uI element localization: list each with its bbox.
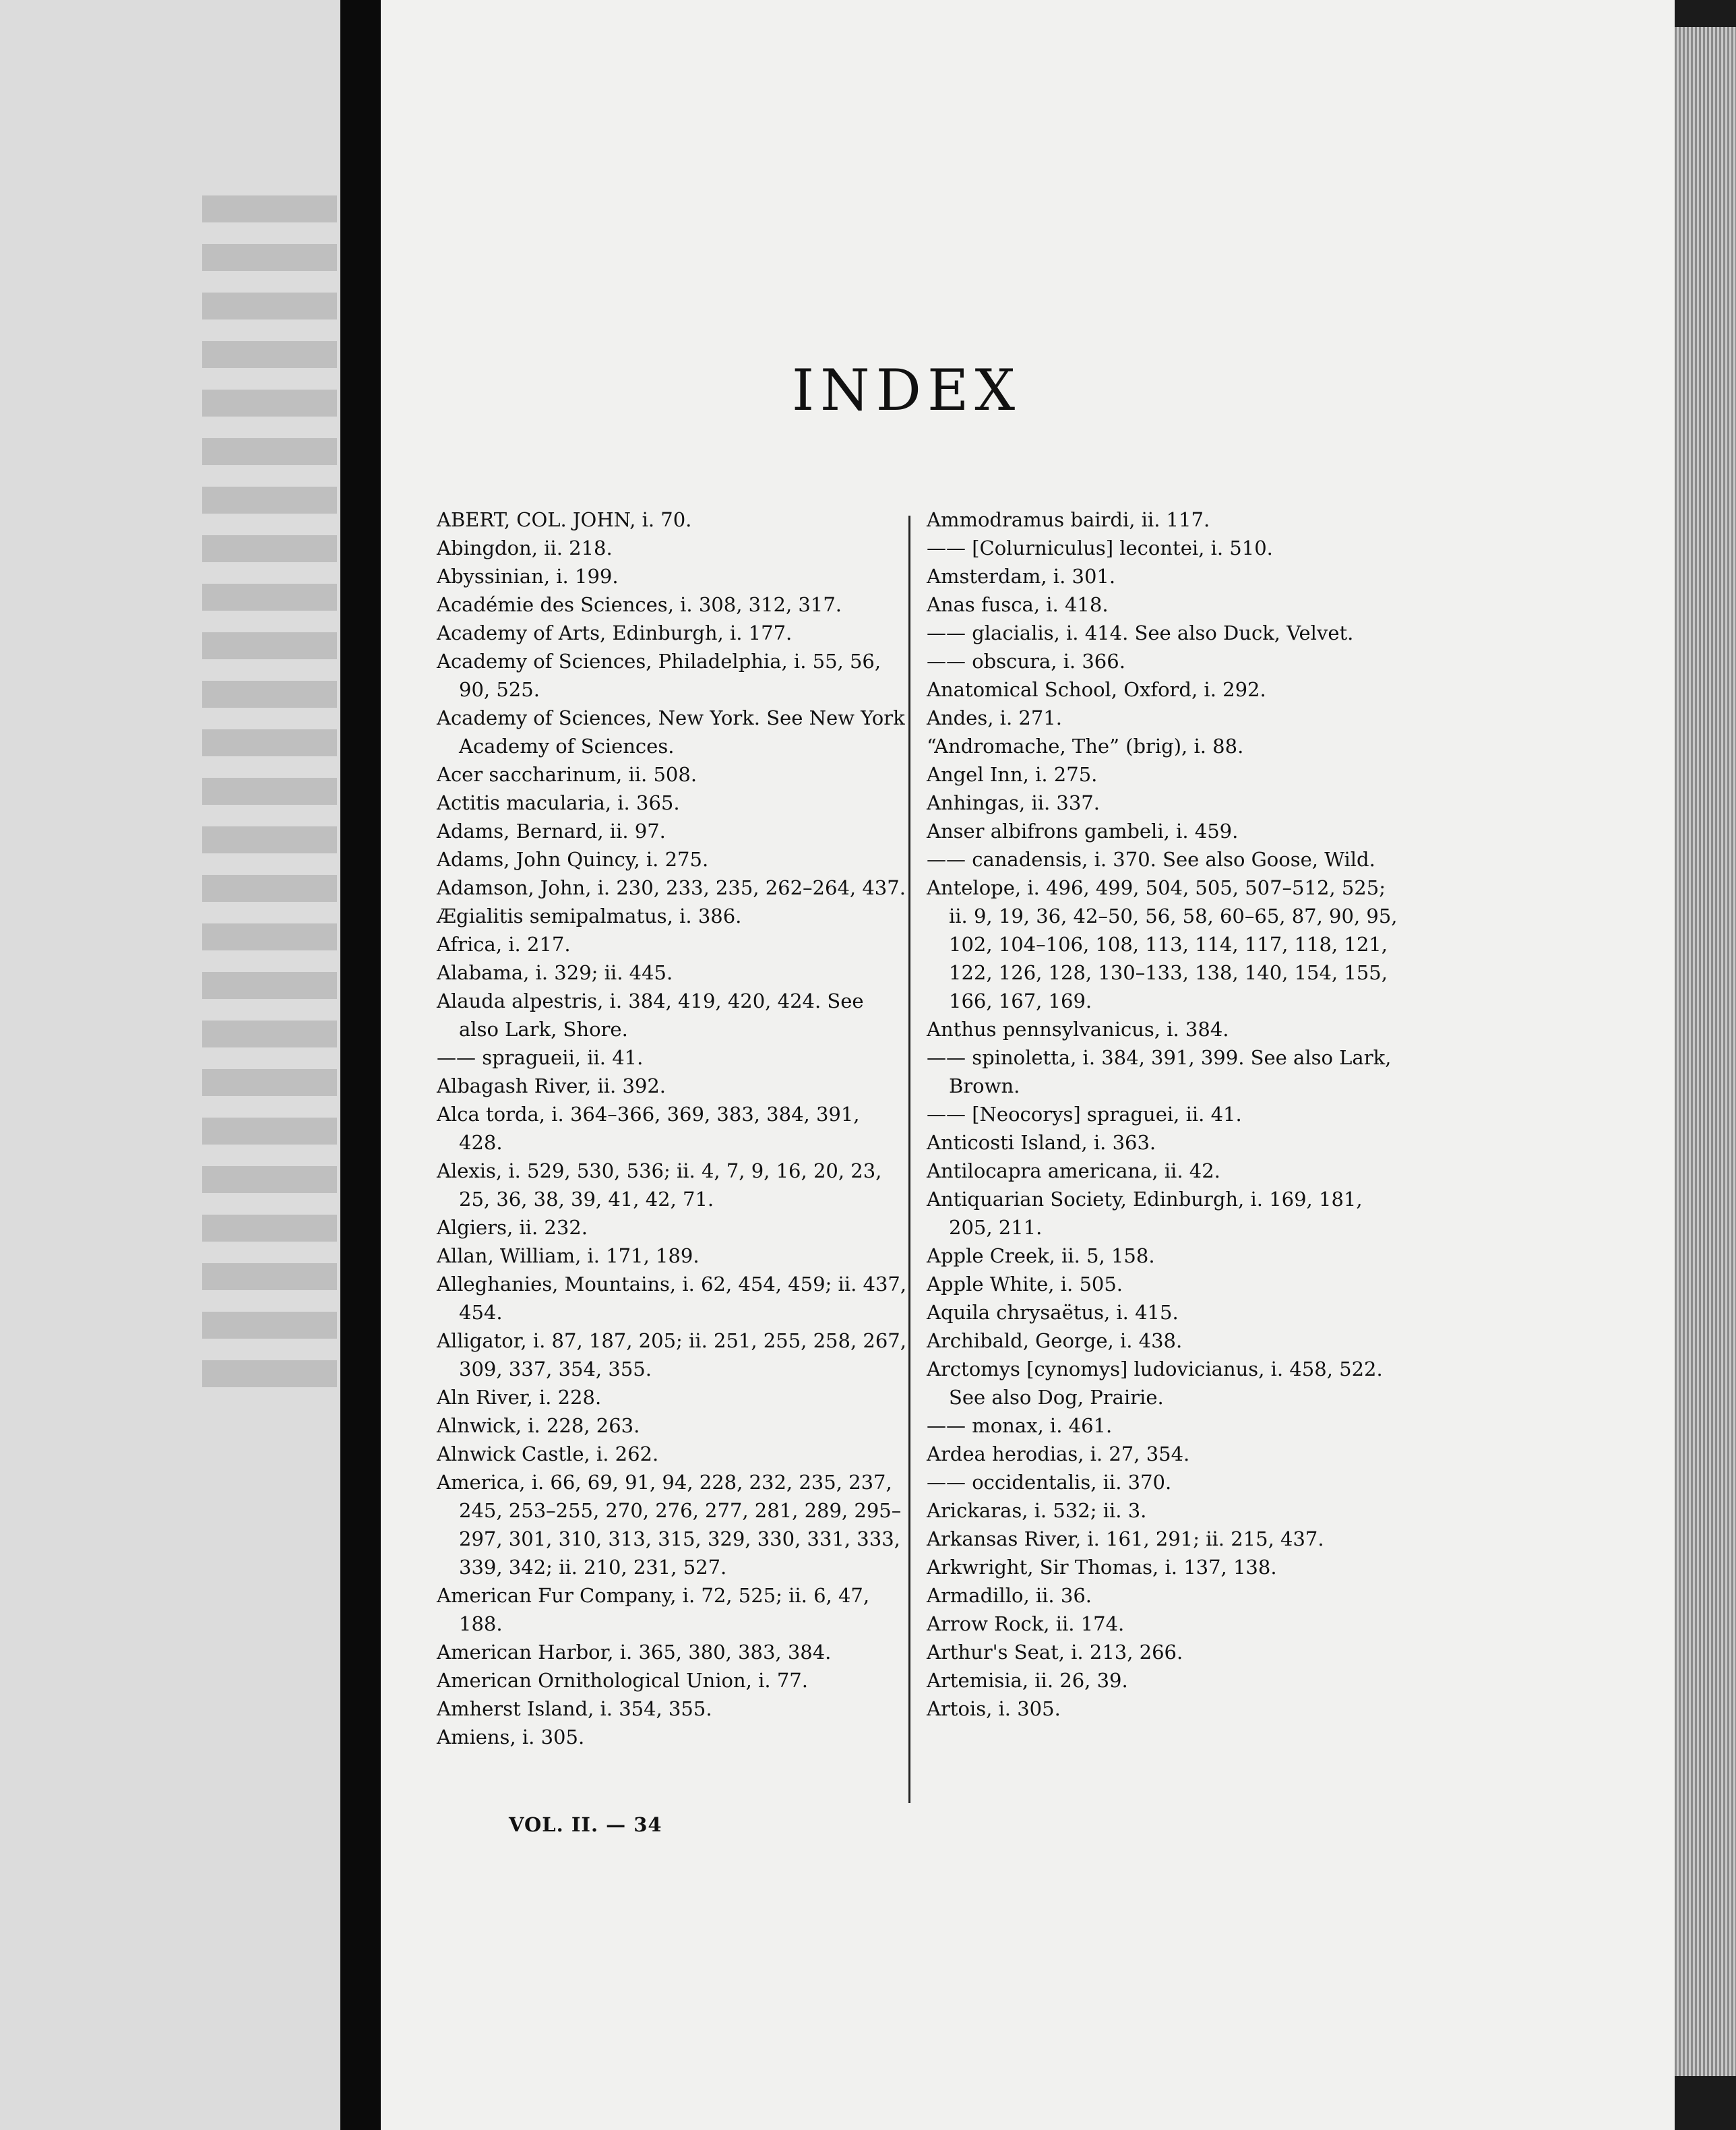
index-entry: American Harbor, i. 365, 380, 383, 384. xyxy=(437,1641,832,1664)
index-entry: Anthus pennsylvanicus, i. 384. xyxy=(927,1018,1229,1041)
index-entry: Arkansas River, i. 161, 291; ii. 215, 437. xyxy=(927,1527,1324,1550)
index-entry: Alabama, i. 329; ii. 445. xyxy=(437,961,673,984)
index-entry: —— [Neocorys] spraguei, ii. 41. xyxy=(927,1103,1242,1126)
index-entry: Albagash River, ii. 392. xyxy=(437,1074,666,1097)
index-entry: —— spragueii, ii. 41. xyxy=(437,1046,644,1069)
index-entry: —— spinoletta, i. 384, 391, 399. See also Lark, Brown. xyxy=(927,1046,1392,1097)
index-entry: Allan, William, i. 171, 189. xyxy=(437,1244,700,1267)
index-entry: Ægialitis semipalmatus, i. 386. xyxy=(437,905,742,927)
index-entry: Arctomys [cynomys] ludovicianus, i. 458, 522. See also Dog, Prairie. xyxy=(927,1358,1383,1409)
page-title: INDEX xyxy=(792,357,1022,423)
index-entry: Adamson, John, i. 230, 233, 235, 262–264, 437. xyxy=(437,876,906,899)
index-entry: Abyssinian, i. 199. xyxy=(437,565,619,588)
index-entry: Armadillo, ii. 36. xyxy=(927,1584,1092,1607)
index-entry: Alexis, i. 529, 530, 536; ii. 4, 7, 9, 16, 20, 23, 25, 36, 38, 39, 41, 42, 71. xyxy=(437,1159,882,1211)
index-entry: Arthur's Seat, i. 213, 266. xyxy=(927,1641,1183,1664)
index-column-left xyxy=(437,506,908,1751)
index-entry: Anser albifrons gambeli, i. 459. xyxy=(927,820,1239,843)
index-entry: Andes, i. 271. xyxy=(927,706,1062,729)
index-entry: Alligator, i. 87, 187, 205; ii. 251, 255, 258, 267, 309, 337, 354, 355. xyxy=(437,1329,906,1380)
index-entry: Alnwick Castle, i. 262. xyxy=(437,1442,659,1465)
index-entry: Aln River, i. 228. xyxy=(437,1386,602,1409)
index-entry: America, i. 66, 69, 91, 94, 228, 232, 235, 237, 245, 253–255, 270, 276, 277, 281, 289, 295–297, 301, 310, 313, 315, 329, 330, 331, 333, 339, 342; ii. 210, 231, 527. xyxy=(437,1471,902,1579)
index-entry: Artemisia, ii. 26, 39. xyxy=(927,1669,1128,1692)
index-entry: Academy of Sciences, Philadelphia, i. 55, 56, 90, 525. xyxy=(437,650,881,701)
index-entry: Adams, Bernard, ii. 97. xyxy=(437,820,666,843)
index-entry: “Andromache, The” (brig), i. 88. xyxy=(927,735,1244,758)
index-entry: —— glacialis, i. 414. See also Duck, Velvet. xyxy=(927,621,1354,644)
index-column-right xyxy=(927,506,1398,1723)
index-entry: Antelope, i. 496, 499, 504, 505, 507–512, 525; ii. 9, 19, 36, 42–50, 56, 58, 60–65, 87, 90, 95, 102, 104–106, 108, 113, 114, 117, 118, 121, 122, 126, 128, 130–133, 138, 140, 154, 155, 166, 167, 169. xyxy=(927,876,1398,1012)
index-entry: Amsterdam, i. 301. xyxy=(927,565,1116,588)
index-entry: Arickaras, i. 532; ii. 3. xyxy=(927,1499,1147,1522)
index-entry: Antilocapra americana, ii. 42. xyxy=(927,1159,1220,1182)
index-entry: Antiquarian Society, Edinburgh, i. 169, 181, 205, 211. xyxy=(927,1188,1363,1239)
index-entry: Adams, John Quincy, i. 275. xyxy=(437,848,709,871)
index-entry: —— monax, i. 461. xyxy=(927,1414,1113,1437)
index-entry: Apple Creek, ii. 5, 158. xyxy=(927,1244,1155,1267)
index-entry: Anas fusca, i. 418. xyxy=(927,593,1109,616)
index-entry: ABERT, COL. JOHN, i. 70. xyxy=(437,508,692,531)
index-entry: Académie des Sciences, i. 308, 312, 317. xyxy=(437,593,842,616)
index-entry: Abingdon, ii. 218. xyxy=(437,537,613,559)
index-entry: Alauda alpestris, i. 384, 419, 420, 424. See also Lark, Shore. xyxy=(437,990,864,1041)
index-entry: Alca torda, i. 364–366, 369, 383, 384, 391, 428. xyxy=(437,1103,860,1154)
volume-signature: VOL. II. — 34 xyxy=(509,1813,662,1836)
facing-page xyxy=(0,0,340,2130)
book-gutter xyxy=(340,0,381,2130)
index-entry: Academy of Sciences, New York. See New York Academy of Sciences. xyxy=(437,706,905,758)
index-entry: —— canadensis, i. 370. See also Goose, Wild. xyxy=(927,848,1375,871)
index-entry: Ammodramus bairdi, ii. 117. xyxy=(927,508,1210,531)
index-entry: —— [Colurniculus] lecontei, i. 510. xyxy=(927,537,1273,559)
index-entry: American Ornithological Union, i. 77. xyxy=(437,1669,808,1692)
index-entry: Arrow Rock, ii. 174. xyxy=(927,1612,1125,1635)
index-entry: Anatomical School, Oxford, i. 292. xyxy=(927,678,1266,701)
bleed-through-text xyxy=(202,195,337,1409)
index-entry: Apple White, i. 505. xyxy=(927,1273,1123,1296)
index-entry: Artois, i. 305. xyxy=(927,1697,1061,1720)
index-entry: Anhingas, ii. 337. xyxy=(927,791,1100,814)
column-divider xyxy=(908,516,910,1803)
index-entry: Algiers, ii. 232. xyxy=(437,1216,588,1239)
index-entry: American Fur Company, i. 72, 525; ii. 6, 47, 188. xyxy=(437,1584,870,1635)
index-entry: Amherst Island, i. 354, 355. xyxy=(437,1697,712,1720)
index-entry: Amiens, i. 305. xyxy=(437,1726,585,1748)
index-entry: Alnwick, i. 228, 263. xyxy=(437,1414,640,1437)
index-entry: Arkwright, Sir Thomas, i. 137, 138. xyxy=(927,1556,1277,1579)
index-entry: Academy of Arts, Edinburgh, i. 177. xyxy=(437,621,793,644)
page-edges xyxy=(1675,27,1736,2076)
index-entry: —— obscura, i. 366. xyxy=(927,650,1125,673)
index-entry: Angel Inn, i. 275. xyxy=(927,763,1098,786)
index-entry: Ardea herodias, i. 27, 354. xyxy=(927,1442,1190,1465)
index-entry: Acer saccharinum, ii. 508. xyxy=(437,763,698,786)
index-entry: Archibald, George, i. 438. xyxy=(927,1329,1183,1352)
index-entry: Aquila chrysaëtus, i. 415. xyxy=(927,1301,1179,1324)
index-entry: —— occidentalis, ii. 370. xyxy=(927,1471,1172,1494)
index-entry: Alleghanies, Mountains, i. 62, 454, 459; ii. 437, 454. xyxy=(437,1273,907,1324)
index-entry: Actitis macularia, i. 365. xyxy=(437,791,680,814)
index-entry: Anticosti Island, i. 363. xyxy=(927,1131,1156,1154)
index-entry: Africa, i. 217. xyxy=(437,933,571,956)
